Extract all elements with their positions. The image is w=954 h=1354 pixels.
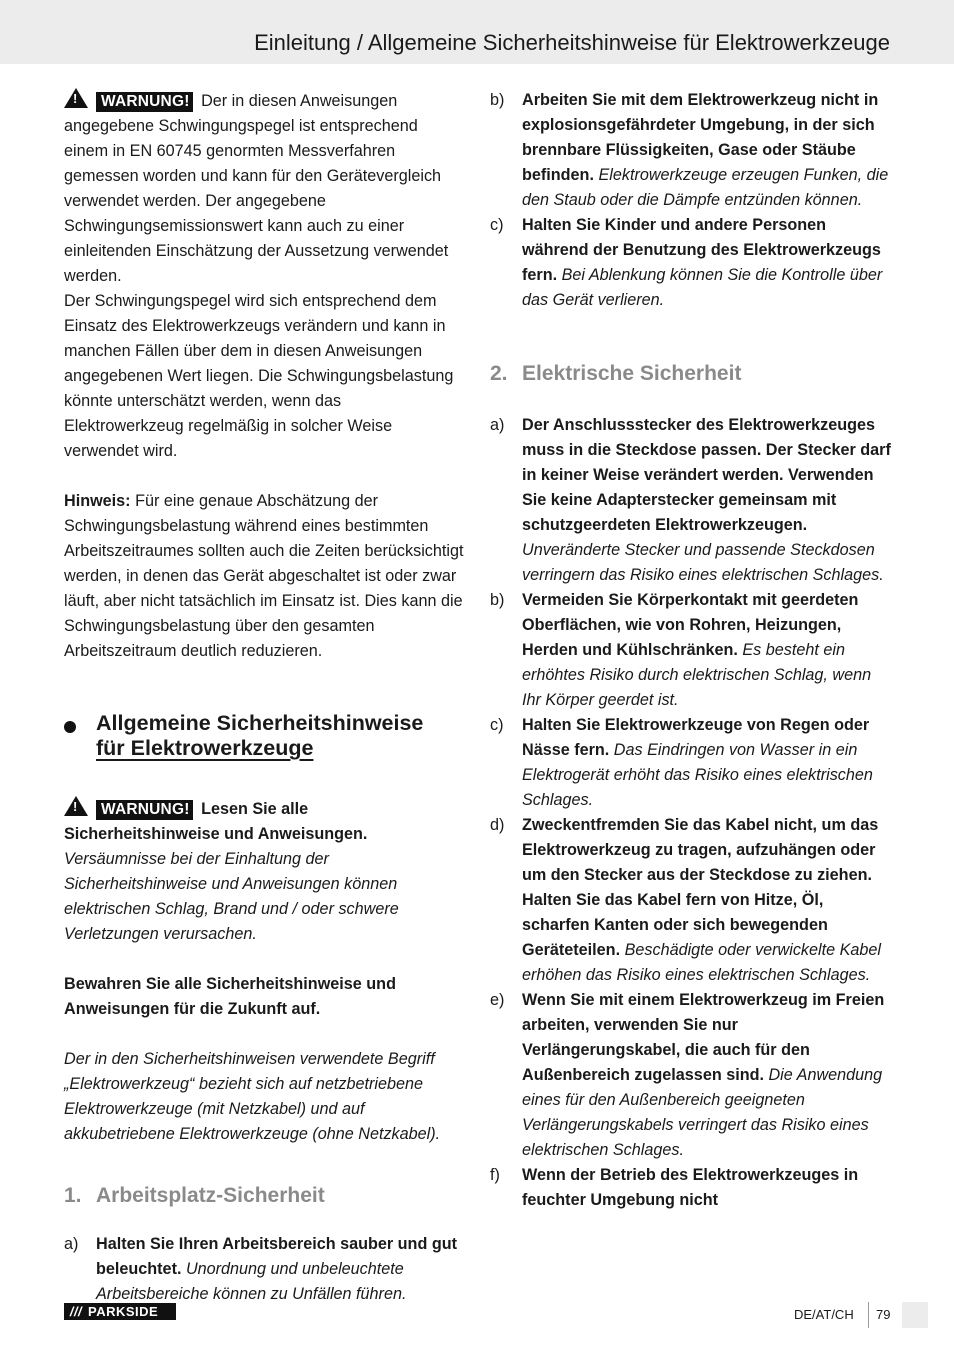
item-bold: Arbeiten Sie mit dem Elektrowerkzeug nicht in explosionsgefährdeter Umgebung, in der sich brennbare Flüssigkeiten, Gase oder Stäube befinden. (522, 91, 879, 184)
parkside-logo: /// PARKSIDE (64, 1303, 176, 1320)
section-title-line2: für Elektrowerkzeuge (96, 736, 314, 760)
item-label: a) (64, 1235, 79, 1253)
warning-italic-text: Versäumnisse bei der Einhaltung der Sicherheitshinweise und Anweisungen können elektrischen Schlag, Brand und / oder schwere Verletzungen verursachen. (64, 850, 399, 943)
item-bold: Halten Sie Elektrowerkzeuge von Regen oder Nässe fern. (522, 716, 870, 759)
footer-tab (902, 1302, 928, 1328)
item-bold: Wenn Sie mit einem Elektrowerkzeug im Freien arbeiten, verwenden Sie nur Verlängerungskabel, die auch für den Außenbereich zugelassen sind. (522, 991, 885, 1084)
warning-bold-text: Lesen Sie alle Sicherheitshinweise und Anweisungen. (64, 800, 368, 843)
hinweis-label: Hinweis: (64, 492, 131, 510)
item-label: c) (490, 716, 504, 734)
item-bold: Wenn der Betrieb des Elektrowerkzeuges in feuchter Umgebung nicht (522, 1166, 859, 1209)
item-bold: Zweckentfremden Sie das Kabel nicht, um das Elektrowerkzeug zu tragen, aufzuhängen oder um den Stecker aus der Steckdose zu ziehen. Halten Sie das Kabel fern von Hitze, Öl, scharfen Kanten oder sich bewegenden Geräteteilen. (522, 816, 879, 959)
page-title: Einleitung / Allgemeine Sicherheitshinweise für Elektrowerkzeuge (254, 30, 890, 55)
warning-triangle-icon (64, 88, 88, 108)
list-item (490, 213, 892, 313)
item-italic: Beschädigte oder verwickelte Kabel erhöhen das Risiko eines elektrischen Schlages. (522, 941, 882, 984)
heading-number: 1. (64, 1184, 82, 1207)
left-column (64, 88, 464, 1307)
item-italic: Bei Ablenkung können Sie die Kontrolle über das Gerät verlieren. (522, 266, 883, 309)
electrical-safety-list (490, 413, 892, 1213)
item-label: f) (490, 1166, 500, 1184)
item-bold: Der Anschlussstecker des Elektrowerkzeuges muss in die Steckdose passen. Der Stecker darf in keiner Weise verändert werden. Verwenden Sie keine Adapterstecker gemeinsam mit schutzgeerdeten Elektrowerkzeugen. (522, 416, 891, 534)
keep-instructions: Bewahren Sie alle Sicherheitshinweise und Anweisungen für die Zukunft auf. (64, 975, 396, 1018)
vibration-paragraph: Der Schwingungspegel wird sich entsprechend dem Einsatz des Elektrowerkzeugs verändern und kann in manchen Fällen über dem in diesen Anweisungen angegebenen Wert liegen. Die Schwingungsbelastung könnte unterschätzt werden, wenn das Elektrowerkzeug regelmäßig in solcher Weise verwendet wird. (64, 292, 454, 460)
item-italic: Elektrowerkzeuge erzeugen Funken, die den Staub oder die Dämpfe entzünden können. (522, 166, 889, 209)
bullet-icon (64, 721, 76, 733)
hinweis-text: Für eine genaue Abschätzung der Schwingungsbelastung während eines bestimmten Arbeitszeitraumes sollten auch die Zeiten berücksichtigt werden, in denen das Gerät abgeschaltet ist oder zwar läuft, aber nicht tatsächlich im Einsatz ist. Dies kann die Schwingungsbelastung über den gesamten Arbeitszeitraum deutlich reduzieren. (64, 492, 464, 660)
item-italic: Es besteht ein erhöhtes Risiko durch elektrischen Schlag, wenn Ihr Körper geerdet ist. (522, 641, 872, 709)
list-item (64, 1232, 464, 1307)
term-definition: Der in den Sicherheitshinweisen verwendete Begriff „Elektrowerkzeug“ bezieht sich auf netzbetriebene Elektrowerkzeuge (mit Netzkabel) und auf akkubetriebene Elektrowerkzeuge (ohne Netzkabel). (64, 1050, 441, 1143)
warning-label: WARNUNG! (96, 800, 193, 820)
page-header (0, 0, 954, 64)
item-label: c) (490, 216, 504, 234)
list-item (490, 813, 892, 988)
footer-divider (868, 1302, 869, 1328)
item-italic: Unveränderte Stecker und passende Steckdosen verringern das Risiko eines elektrischen Schlages. (522, 541, 884, 584)
page-number: 79 (876, 1307, 891, 1322)
list-item (490, 1163, 892, 1213)
heading-number: 2. (490, 362, 508, 385)
warning-triangle-icon (64, 796, 88, 816)
item-label: b) (490, 91, 505, 109)
item-bold: Vermeiden Sie Körperkontakt mit geerdeten Oberflächen, wie von Rohren, Heizungen, Herden und Kühlschränken. (522, 591, 859, 659)
heading-electrical-safety (490, 361, 892, 386)
item-label: d) (490, 816, 505, 834)
list-item (490, 88, 892, 213)
item-italic: Unordnung und unbeleuchtete Arbeitsbereiche können zu Unfällen führen. (96, 1260, 407, 1303)
item-italic: Die Anwendung eines für den Außenbereich geeigneten Verlängerungskabels verringert das Risiko eines elektrischen Schlages. (522, 1066, 883, 1159)
list-item (490, 713, 892, 813)
warning-label: WARNUNG! (96, 92, 193, 112)
warning-text: Der in diesen Anweisungen angegebene Schwingungspegel ist entsprechend einem in EN 60745 genormten Messverfahren gemessen worden und kann für den Gerätevergleich verwendet werden. Der angegebene Schwingungsemissionswert kann auch zu einer einleitenden Einschätzung der Aussetzung verwendet werden. (64, 92, 449, 285)
heading-text: Elektrische Sicherheit (522, 362, 742, 385)
right-column (490, 88, 892, 1213)
list-item (490, 588, 892, 713)
language-code: DE/AT/CH (794, 1307, 854, 1322)
item-label: a) (490, 416, 505, 434)
section-title-line1: Allgemeine Sicherheitshinweise (96, 711, 424, 735)
heading-text: Arbeitsplatz-Sicherheit (96, 1184, 325, 1207)
list-item (490, 988, 892, 1163)
warning-paragraph-vibration (64, 88, 464, 289)
list-item (490, 413, 892, 588)
item-label: b) (490, 591, 505, 609)
item-label: e) (490, 991, 505, 1009)
item-bold: Halten Sie Ihren Arbeitsbereich sauber und gut beleuchtet. (96, 1235, 457, 1278)
item-bold: Halten Sie Kinder und andere Personen während der Benutzung des Elektrowerkzeugs fern. (522, 216, 881, 284)
heading-workplace-safety (64, 1183, 464, 1208)
section-heading-safety (64, 711, 464, 761)
hinweis-paragraph (64, 489, 464, 664)
item-italic: Das Eindringen von Wasser in ein Elektrogerät erhöht das Risiko eines elektrischen Schlages. (522, 741, 873, 809)
warning-paragraph-read (64, 796, 464, 947)
